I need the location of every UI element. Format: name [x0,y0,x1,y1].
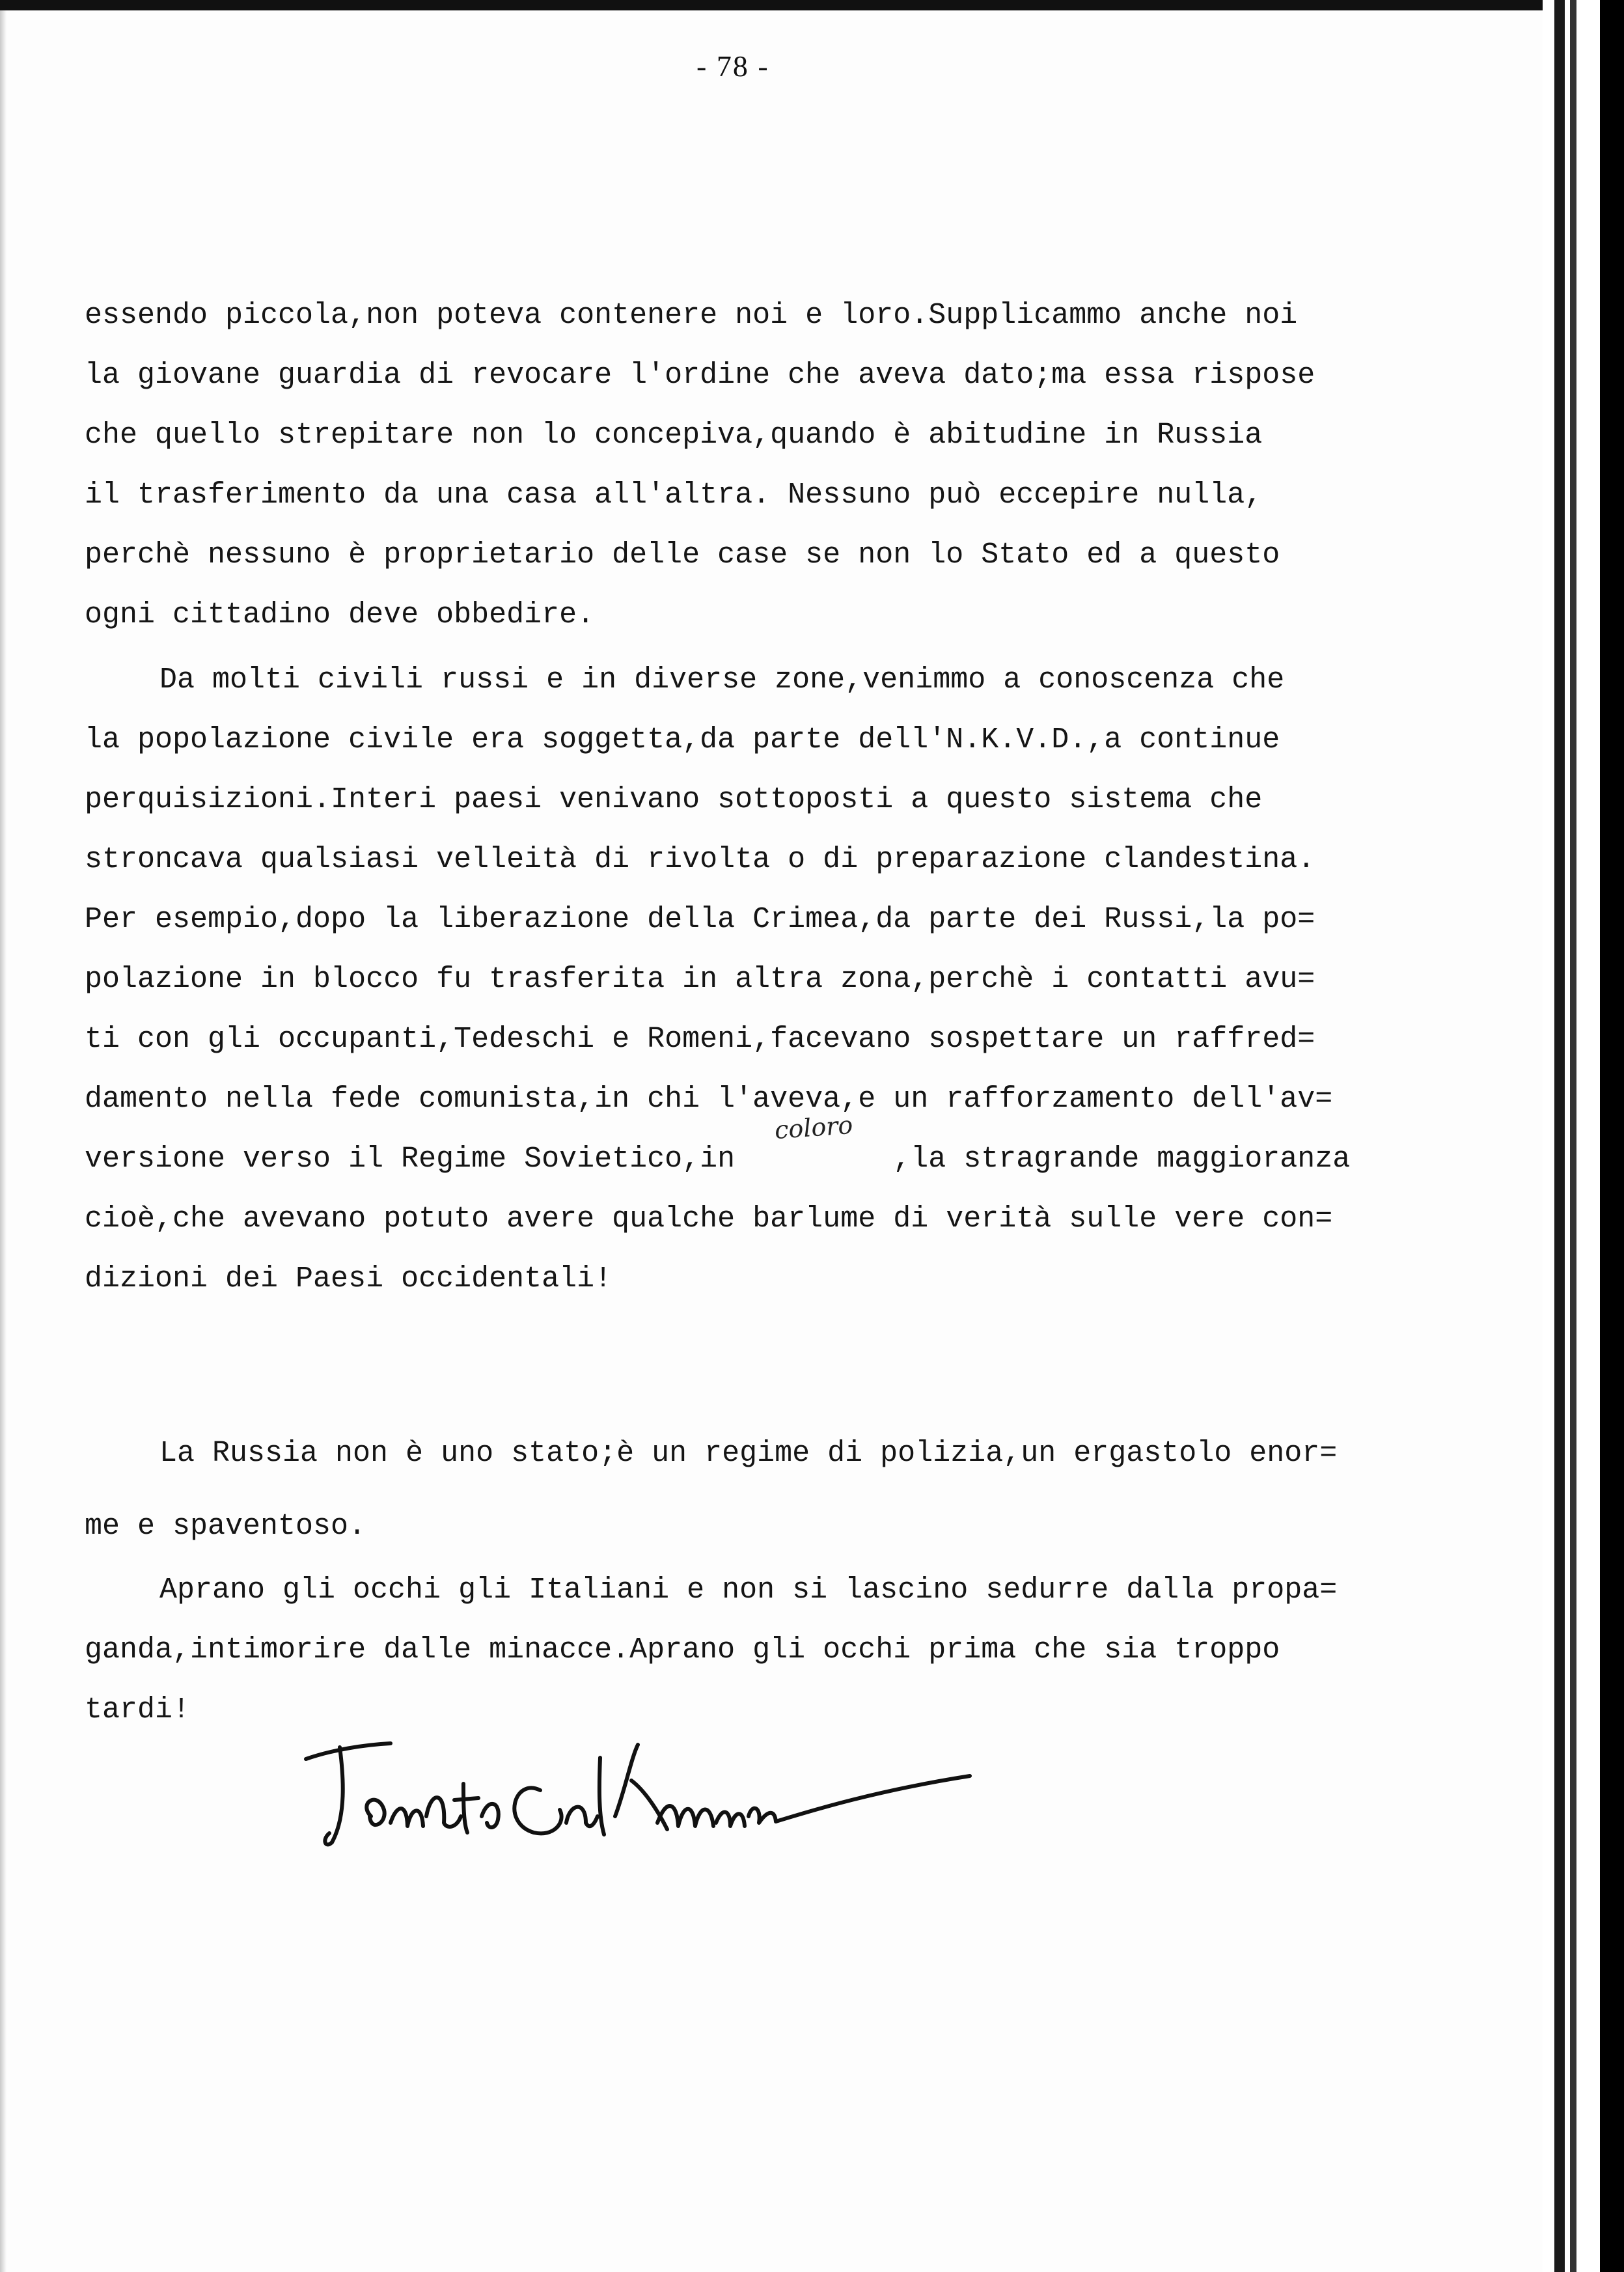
text-line: tardi! [85,1693,191,1726]
scan-top-edge [0,0,1549,10]
scan-left-shadow [0,0,7,2272]
text-line: me e spaventoso. [85,1510,366,1543]
text-line: damento nella fede comunista,in chi l'aveva,e un rafforzamento dell'av= [85,1083,1333,1116]
text-line: stroncava qualsiasi velleità di rivolta o di preparazione clandestina. [85,843,1315,876]
text-line: perchè nessuno è proprietario delle case se non lo Stato ed a questo [85,538,1280,572]
text-line: il trasferimento da una casa all'altra. Nessuno può eccepire nulla, [85,478,1263,512]
text-line: che quello strepitare non lo concepiva,quando è abitudine in Russia [85,419,1263,452]
text-line: dizioni dei Paesi occidentali! [85,1262,612,1295]
signature-image [293,1719,983,1862]
text-line: La Russia non è uno stato;è un regime di polizia,un ergastolo enor= [159,1437,1338,1470]
text-line: perquisizioni.Interi paesi venivano sottoposti a questo sistema che [85,783,1263,816]
text-line: Per esempio,dopo la liberazione della Crimea,da parte dei Russi,la po= [85,903,1315,936]
text-line: Aprano gli occhi gli Italiani e non si lascino sedurre dalla propa= [159,1573,1338,1607]
text-line: essendo piccola,non poteva contenere noi e loro.Supplicammo anche noi [85,299,1298,332]
text-line: polazione in blocco fu trasferita in altra zona,perchè i contatti avu= [85,963,1315,996]
text-line: la giovane guardia di revocare l'ordine che aveva dato;ma essa rispose [85,359,1315,392]
text-line: Da molti civili russi e in diverse zone,venimmo a conoscenza che [159,663,1285,697]
handwritten-insertion: coloro [773,1110,854,1145]
text-line: ganda,intimorire dalle minacce.Aprano gli occhi prima che sia troppo [85,1633,1280,1667]
page-number: - 78 - [696,49,769,83]
scan-right-edge [1543,0,1624,2272]
text-line: ti con gli occupanti,Tedeschi e Romeni,facevano sospettare un raffred= [85,1023,1315,1056]
text-line: la popolazione civile era soggetta,da parte dell'N.K.V.D.,a continue [85,723,1280,756]
text-line: ogni cittadino deve obbedire. [85,598,595,631]
text-line: cioè,che avevano potuto avere qualche barlume di verità sulle vere con= [85,1202,1333,1236]
text-line: versione verso il Regime Sovietico,in ,la stragrande maggioranza [85,1143,1351,1176]
